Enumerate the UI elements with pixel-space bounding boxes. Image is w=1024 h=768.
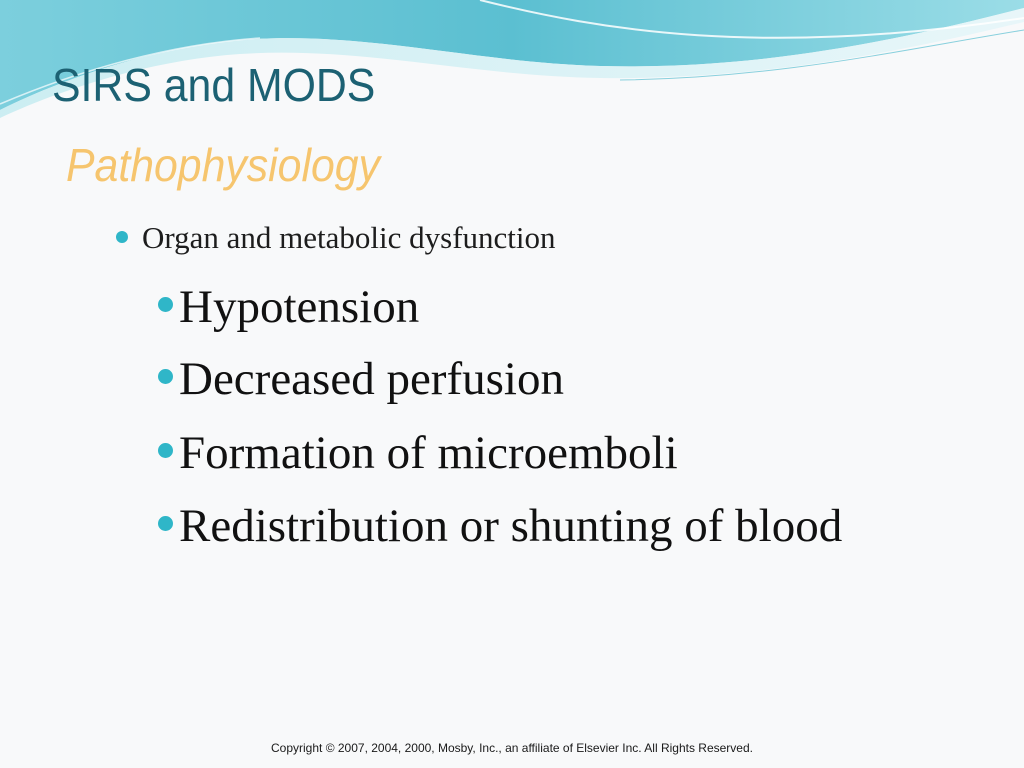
bullet-dot-icon [158, 516, 173, 531]
sub-bullet-item [158, 280, 419, 334]
copyright-footer: Copyright © 2007, 2004, 2000, Mosby, Inc., an affiliate of Elsevier Inc. All Rights Reserved. [271, 741, 753, 755]
sub-bullet-text: Decreased perfusion [179, 353, 564, 405]
sub-bullet-item [158, 352, 564, 406]
bullet-dot-icon [158, 297, 173, 312]
bullet-text: Organ and metabolic dysfunction [142, 220, 556, 255]
sub-bullet-item [158, 499, 842, 553]
slide-subtitle: Pathophysiology [66, 139, 380, 191]
bullet-dot-icon [116, 231, 128, 243]
bullet-dot-icon [158, 443, 173, 458]
sub-bullet-text: Hypotension [179, 281, 420, 333]
bullet-dot-icon [158, 369, 173, 384]
bullet-item [116, 220, 556, 256]
sub-bullet-item [158, 426, 678, 480]
sub-bullet-text: Redistribution or shunting of blood [179, 500, 843, 552]
sub-bullet-text: Formation of microemboli [179, 427, 678, 479]
slide-title: SIRS and MODS [52, 59, 376, 111]
